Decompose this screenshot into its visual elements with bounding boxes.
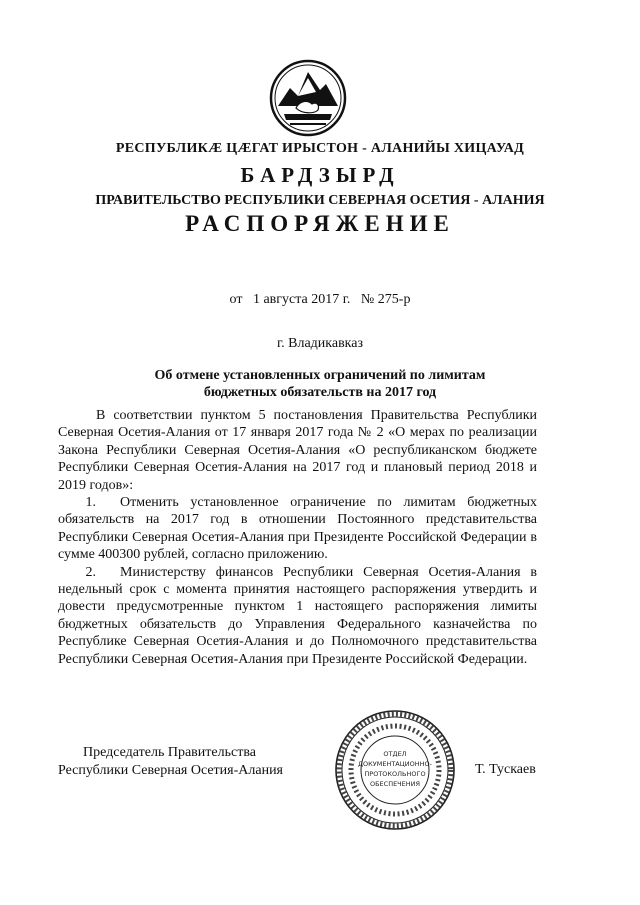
stamp-line-2: ДОКУМЕНТАЦИОННО- [357,760,433,768]
list-item [58,494,537,564]
stamp-line-3: ПРОТОКОЛЬНОГО [364,770,426,778]
document-body [58,407,537,668]
list-item [58,564,537,668]
header-government: ПРАВИТЕЛЬСТВО РЕСПУБЛИКИ СЕВЕРНАЯ ОСЕТИЯ - АЛАНИЯ [95,193,545,208]
document-title [0,367,640,401]
document-number: № 275-р [360,292,411,307]
item-text: Министерству финансов Республики Северная Осетия-Алания в недельный срок с момента принятия настоящего распоряжения утвердить и довести предусмотренные пунктом 1 настоящего распоряжения лимиты бюджетных обязательств до Управления Федерального казначейства по Республике Северная Осетия-Алания и до Полномочного представительства Республики Северная Осетия-Алания при Президенте Российской Федерации. [58,564,537,667]
signatory-position [58,744,283,780]
document-date: 1 августа 2017 г. [252,292,351,307]
title-line-2: бюджетных обязательств на 2017 год [203,385,437,400]
date-line [0,292,640,308]
stamp-line-1: ОТДЕЛ [383,750,407,758]
header-republic-ossetian: РЕСПУБЛИКӔ ЦӔГАТ ИРЫСТОН - АЛАНИЙЫ ХИЦАУАД [115,141,525,156]
position-line-1: Председатель Правительства [83,745,256,760]
preamble-paragraph: В соответствии пунктом 5 постановления Правительства Республики Северная Осетия-Алания от 17 января 2017 года № 2 «О мерах по реализации Закона Республики Северная Осетия-Алания «О республиканском бюджете Республики Северная Осетия-Алания на 2017 год и плановый период 2018 и 2019 годов»: [58,408,537,493]
item-number: 2. [85,564,96,580]
signatory-name: Т. Тускаев [475,762,536,777]
title-line-1: Об отмене установленных ограничений по лимитам [154,368,486,383]
stamp-line-4: ОБЕСПЕЧЕНИЯ [369,780,421,788]
item-number: 1. [85,495,96,511]
header-bardzyrd: БАРДЗЫРД [240,163,400,187]
official-seal-stamp [333,708,457,832]
position-line-2: Республики Северная Осетия-Алания [58,763,283,778]
coat-of-arms-emblem [268,58,348,138]
city: г. Владикавказ [276,336,364,351]
date-prefix: от [229,292,243,307]
document-type-heading: РАСПОРЯЖЕНИЕ [185,211,455,236]
item-text: Отменить установленное ограничение по лимитам бюджетных обязательств на 2017 год в отношении Постоянного представительства Республики Северная Осетия-Алания при Президенте Российской Федерации в сумме 400300 рублей, согласно приложению. [58,495,537,563]
